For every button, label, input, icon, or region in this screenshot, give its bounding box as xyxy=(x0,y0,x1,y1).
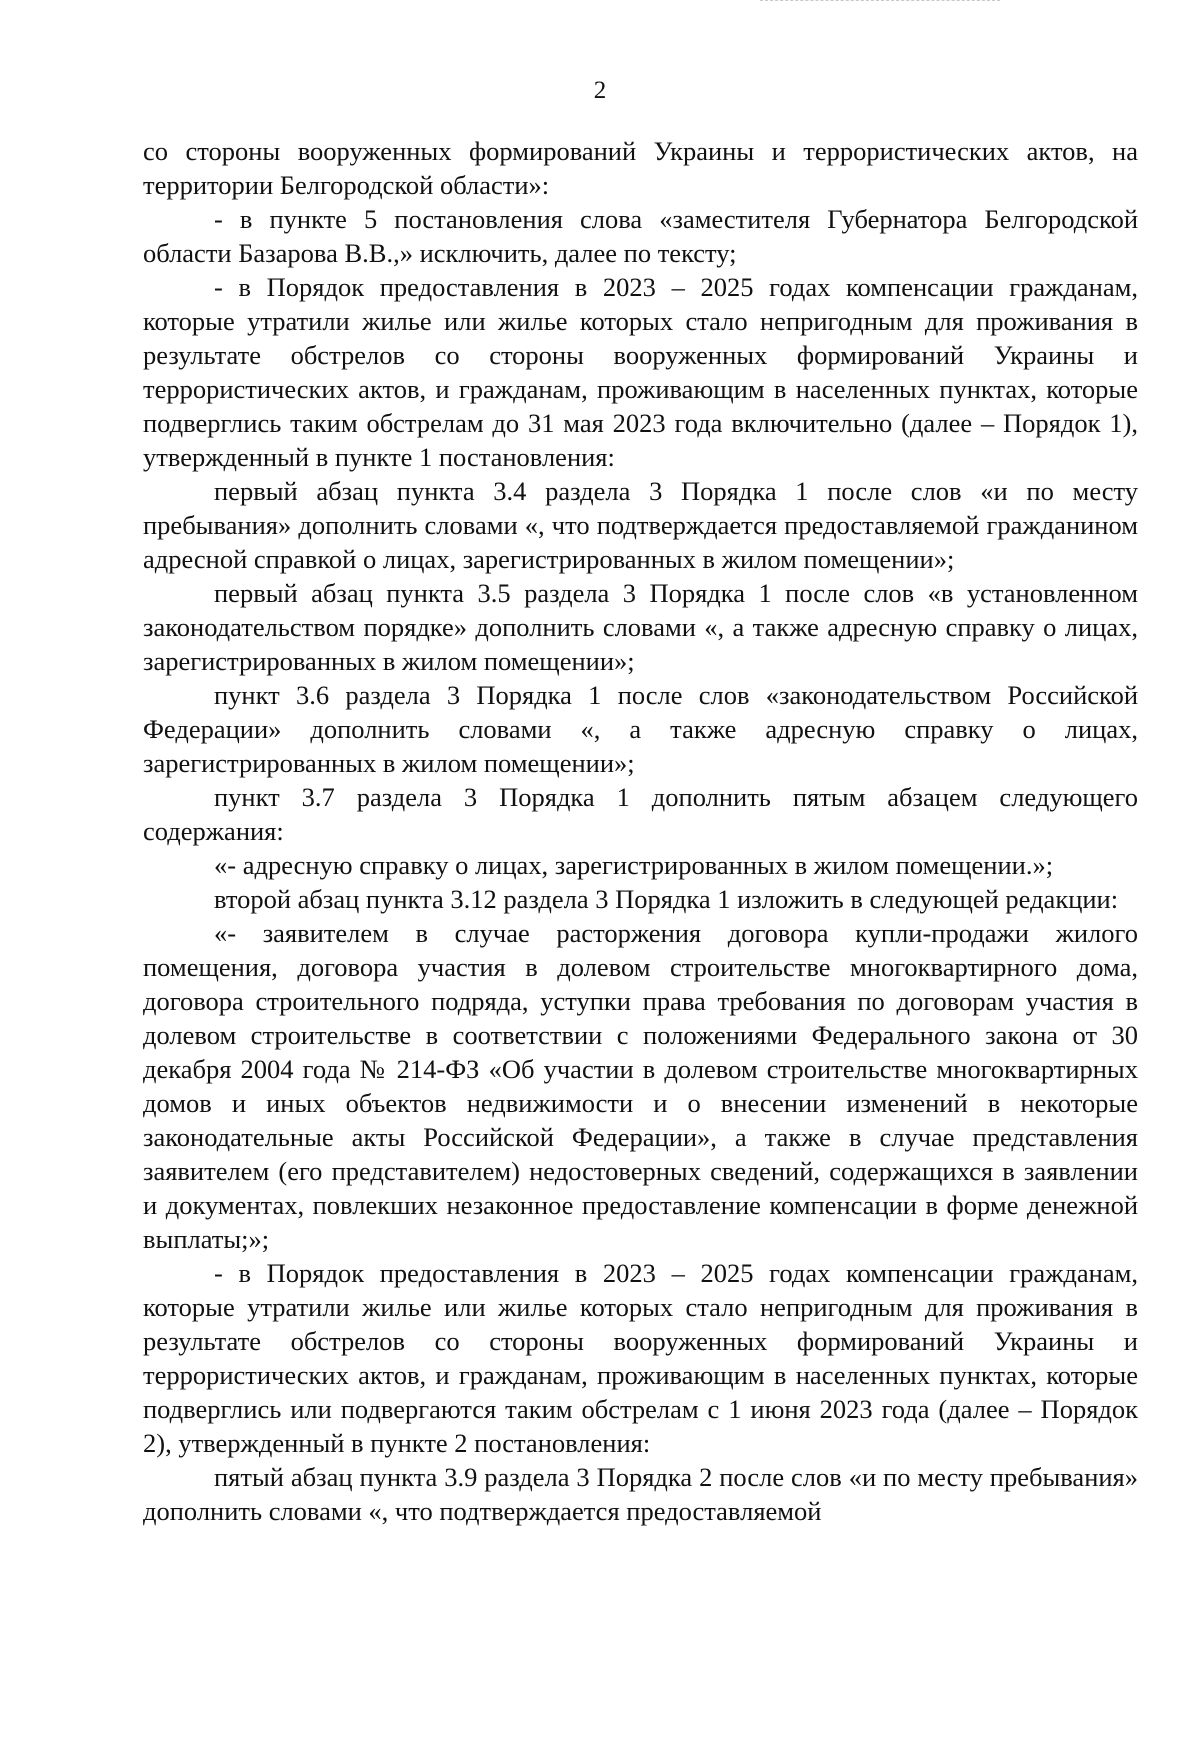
paragraph-4: первый абзац пункта 3.4 раздела 3 Порядка 1 после слов «и по месту пребывания» дополнить словами «, что подтверждается предоставляемой гражданином адресной справкой о лицах, зарегистрированных в жилом помещении»; xyxy=(143,476,1138,574)
paragraph-11: - в Порядок предоставления в 2023 – 2025 годах компенсации гражданам, которые утратили жилье или жилье которых стало непригодным для проживания в результате обстрелов со стороны вооруженных формирований Украины и террористических актов, и гражданам, проживающим в населенных пунктах, которые подверглись или подвергаются таким обстрелам с 1 июня 2023 года (далее – Порядок 2), утвержденный в пункте 2 постановления: xyxy=(143,1258,1138,1458)
paragraph-3: - в Порядок предоставления в 2023 – 2025 годах компенсации гражданам, которые утратили жилье или жилье которых стало непригодным для проживания в результате обстрелов со стороны вооруженных формирований Украины и террористических актов, и гражданам, проживающим в населенных пунктах, которые подверглись таким обстрелам до 31 мая 2023 года включительно (далее – Порядок 1), утвержденный в пункте 1 постановления: xyxy=(143,272,1138,472)
paragraph-2: - в пункте 5 постановления слова «заместителя Губернатора Белгородской области Базарова В.В.,» исключить, далее по тексту; xyxy=(143,204,1138,268)
paragraph-12: пятый абзац пункта 3.9 раздела 3 Порядка 2 после слов «и по месту пребывания» дополнить словами «, что подтверждается предоставляемой xyxy=(143,1462,1138,1526)
scan-edge-mark xyxy=(760,0,1000,1)
paragraph-6: пункт 3.6 раздела 3 Порядка 1 после слов «законодательством Российской Федерации» дополнить словами «, а также адресную справку о лицах, зарегистрированных в жилом помещении»; xyxy=(143,680,1138,778)
paragraph-10: «- заявителем в случае расторжения договора купли-продажи жилого помещения, договора участия в долевом строительстве многоквартирного дома, договора строительного подряда, уступки права требования по договорам участия в долевом строительстве в соответствии с положениями Федерального закона от 30 декабря 2004 года № 214-ФЗ «Об участии в долевом строительстве многоквартирных домов и иных объектов недвижимости и о внесении изменений в некоторые законодательные акты Российской Федерации», а также в случае представления заявителем (его представителем) недостоверных сведений, содержащихся в заявлении и документах, повлекших незаконное предоставление компенсации в форме денежной выплаты;»; xyxy=(143,918,1138,1254)
paragraph-7: пункт 3.7 раздела 3 Порядка 1 дополнить пятым абзацем следующего содержания: xyxy=(143,782,1138,846)
paragraph-5: первый абзац пункта 3.5 раздела 3 Порядка 1 после слов «в установленном законодательством порядке» дополнить словами «, а также адресную справку о лицах, зарегистрированных в жилом помещении»; xyxy=(143,578,1138,676)
document-body xyxy=(143,134,1138,1528)
paragraph-9: второй абзац пункта 3.12 раздела 3 Порядка 1 изложить в следующей редакции: xyxy=(214,884,1119,914)
paragraph-8: «- адресную справку о лицах, зарегистрированных в жилом помещении.»; xyxy=(214,850,1054,880)
page-number: 2 xyxy=(593,77,607,104)
paragraph-1: со стороны вооруженных формирований Украины и террористических актов, на территории Белгородской области»: xyxy=(143,136,1138,200)
